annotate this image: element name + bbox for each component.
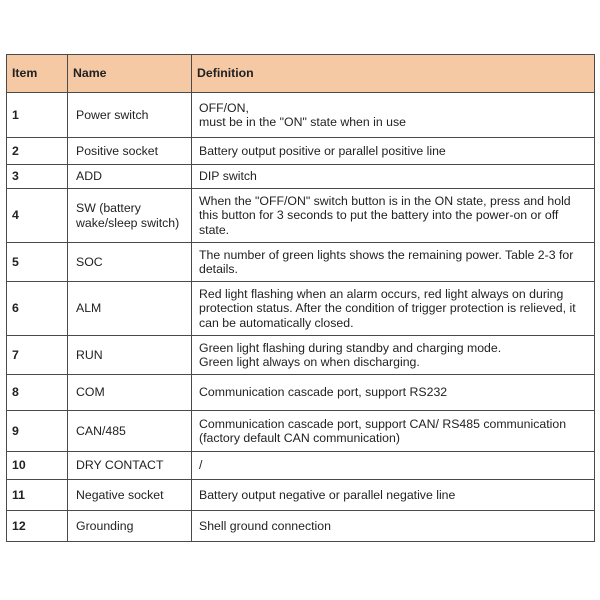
table-row	[7, 336, 595, 375]
item-number: 4	[7, 189, 68, 243]
item-definition: Green light flashing during standby and charging mode. Green light always on when discharging.	[192, 336, 595, 375]
item-number: 11	[7, 480, 68, 511]
item-name: Power switch	[68, 93, 192, 138]
item-name: ADD	[68, 165, 192, 189]
item-definition: /	[192, 452, 595, 480]
item-number: 6	[7, 282, 68, 336]
item-number: 7	[7, 336, 68, 375]
table-row	[7, 189, 595, 243]
item-definition: When the "OFF/ON" switch button is in the ON state, press and hold this button for 3 seconds to put the battery into the power-on or off state.	[192, 189, 595, 243]
item-name: DRY CONTACT	[68, 452, 192, 480]
table-row	[7, 452, 595, 480]
header-definition: Definition	[192, 55, 595, 93]
item-number: 10	[7, 452, 68, 480]
item-definition: DIP switch	[192, 165, 595, 189]
item-name: Negative socket	[68, 480, 192, 511]
table-row	[7, 411, 595, 452]
item-name: Grounding	[68, 511, 192, 542]
item-definition: OFF/ON, must be in the "ON" state when in use	[192, 93, 595, 138]
item-number: 3	[7, 165, 68, 189]
table-row	[7, 138, 595, 165]
table-row	[7, 243, 595, 282]
table-header	[7, 55, 595, 93]
item-name: ALM	[68, 282, 192, 336]
table-row	[7, 480, 595, 511]
item-number: 8	[7, 375, 68, 411]
item-number: 2	[7, 138, 68, 165]
item-definition: Communication cascade port, support RS232	[192, 375, 595, 411]
table-body	[7, 93, 595, 542]
item-definition: Shell ground connection	[192, 511, 595, 542]
item-name: SW (battery wake/sleep switch)	[68, 189, 192, 243]
header-row	[7, 55, 595, 93]
table-row	[7, 282, 595, 336]
spec-table	[6, 54, 595, 542]
item-number: 5	[7, 243, 68, 282]
item-number: 1	[7, 93, 68, 138]
table-row	[7, 511, 595, 542]
table-row	[7, 375, 595, 411]
item-number: 9	[7, 411, 68, 452]
table-row	[7, 165, 595, 189]
header-item: Item	[7, 55, 68, 93]
item-name: CAN/485	[68, 411, 192, 452]
item-name: COM	[68, 375, 192, 411]
item-name: Positive socket	[68, 138, 192, 165]
item-definition: The number of green lights shows the remaining power. Table 2-3 for details.	[192, 243, 595, 282]
header-name: Name	[68, 55, 192, 93]
item-definition: Battery output positive or parallel positive line	[192, 138, 595, 165]
item-name: SOC	[68, 243, 192, 282]
item-definition: Red light flashing when an alarm occurs, red light always on during protection status. After the condition of trigger protection is relieved, it can be automatically closed.	[192, 282, 595, 336]
item-name: RUN	[68, 336, 192, 375]
item-definition: Communication cascade port, support CAN/ RS485 communication (factory default CAN communication)	[192, 411, 595, 452]
item-number: 12	[7, 511, 68, 542]
item-definition: Battery output negative or parallel negative line	[192, 480, 595, 511]
table-row	[7, 93, 595, 138]
